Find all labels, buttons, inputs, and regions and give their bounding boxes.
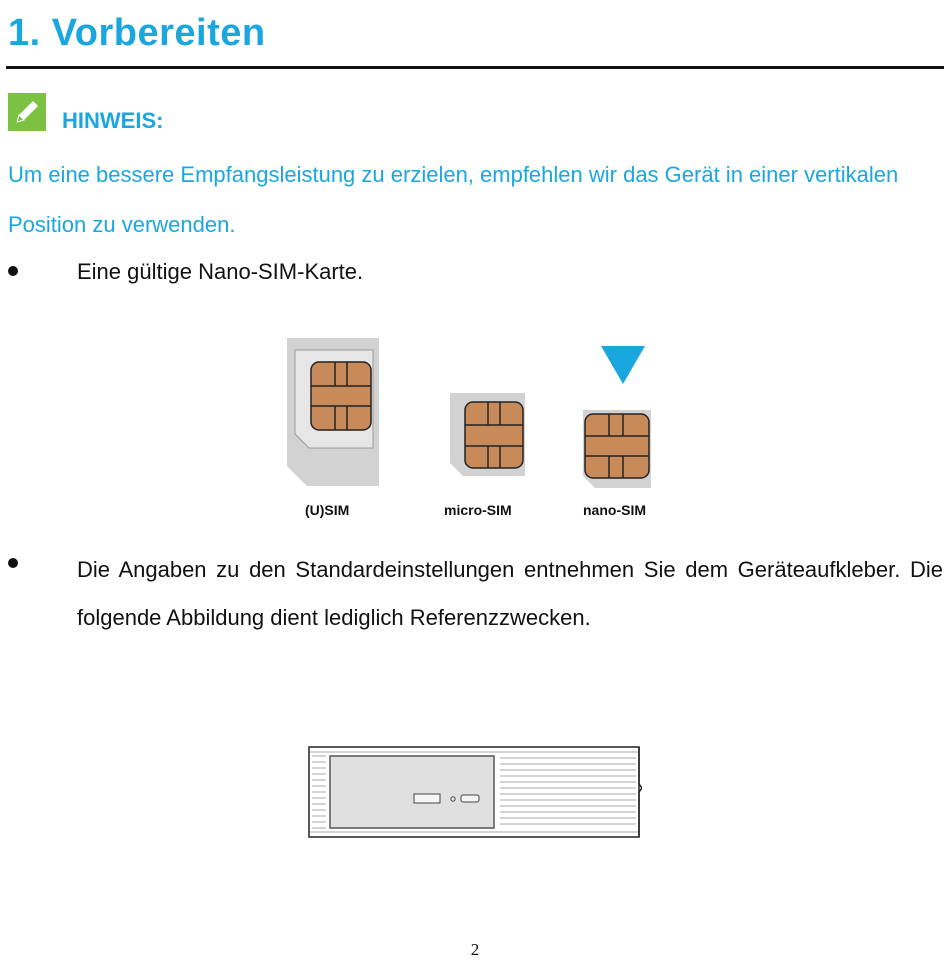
bullet-dot bbox=[8, 266, 18, 276]
note-heading: HINWEIS: bbox=[62, 108, 164, 133]
sim-label-micro: micro-SIM bbox=[444, 502, 512, 518]
page-number: 2 bbox=[470, 940, 480, 959]
pencil-note-icon bbox=[8, 93, 46, 131]
arrow-down-icon bbox=[601, 346, 645, 384]
title-divider bbox=[6, 66, 944, 69]
list-item: Eine gültige Nano-SIM-Karte. bbox=[77, 259, 364, 284]
sim-card-sizes-figure bbox=[285, 338, 665, 528]
sim-label-nano: nano-SIM bbox=[583, 502, 646, 518]
bullet-dot bbox=[8, 558, 18, 568]
section-title: 1. Vorbereiten bbox=[8, 12, 266, 54]
micro-sim-card bbox=[450, 393, 525, 476]
sim-label-usim: (U)SIM bbox=[305, 502, 350, 518]
device-illustration bbox=[308, 746, 642, 838]
list-item: Die Angaben zu den Standardeinstellungen entnehmen Sie dem Geräteaufkleber. Die folgende Abbildung dient lediglich Referenzzwecken. bbox=[77, 557, 943, 630]
usim-card bbox=[287, 338, 379, 486]
note-text: Um eine bessere Empfangsleistung zu erzielen, empfehlen wir das Gerät in einer vertikalen Position zu verwenden. bbox=[8, 162, 899, 237]
nano-sim-card bbox=[583, 410, 651, 488]
